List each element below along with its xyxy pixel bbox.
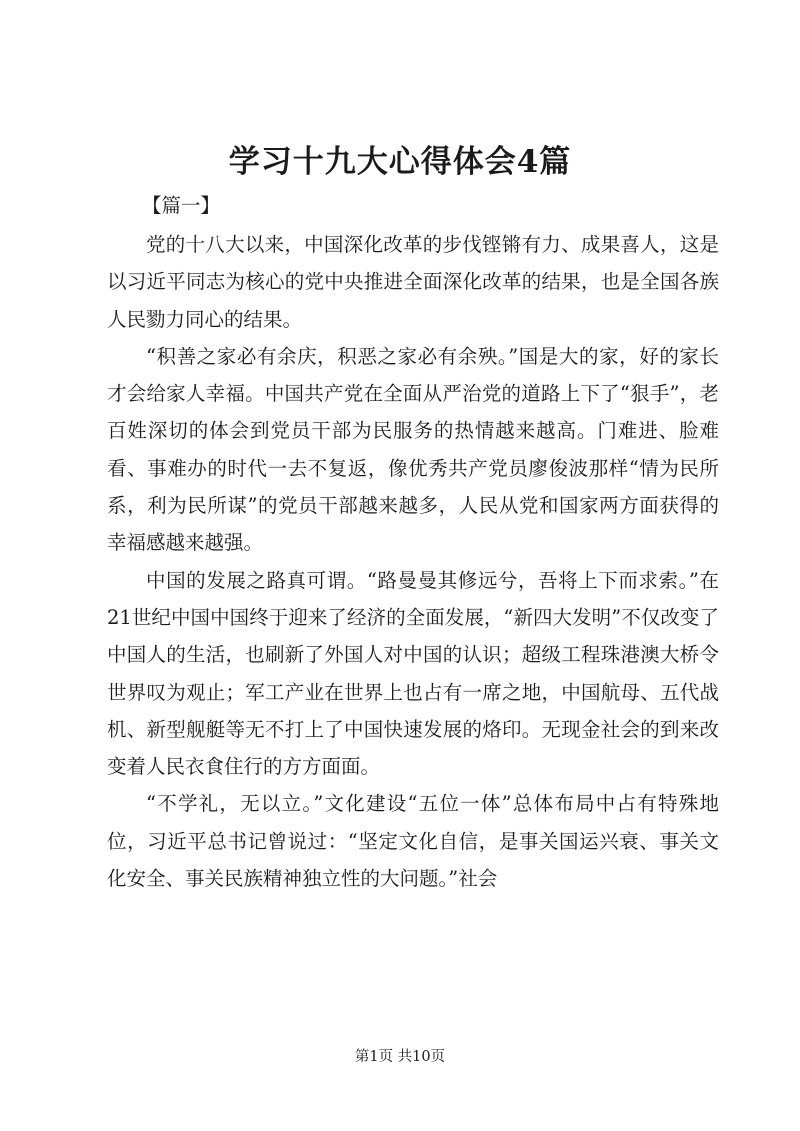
paragraph-2: “积善之家必有余庆，积恶之家必有余殃。”国是大的家，好的家长才会给家人幸福。中国共产党在全面从严治党的道路上下了“狠手”，老百姓深切的体会到党员干部为民服务的热情越来越高。门难进、脸难看、事难办的时代一去不复返，像优秀共产党员廖俊波那样“情为民所系，利为民所谋”的党员干部越来越多，人民从党和国家两方面获得的幸福感越来越强。 <box>107 344 719 555</box>
document-title: 学习十九大心得体会4篇 <box>228 144 572 180</box>
page-footer: 第1页 共10页 <box>354 1049 446 1065</box>
section-label: 【篇一】 <box>142 194 221 217</box>
paragraph-4: “不学礼，无以立。”文化建设“五位一体”总体布局中占有特殊地位，习近平总书记曾说过：“坚定文化自信，是事关国运兴衰、事关文化安全、事关民族精神独立性的大问题。”社会 <box>107 792 719 891</box>
document-body <box>107 226 719 897</box>
paragraph-1: 党的十八大以来，中国深化改革的步伐铿锵有力、成果喜人，这是以习近平同志为核心的党中央推进全面深化改革的结果，也是全国各族人民勠力同心的结果。 <box>107 233 719 331</box>
paragraph-3: 中国的发展之路真可谓。“路曼曼其修远兮，吾将上下而求索。”在21世纪中国中国终于迎来了经济的全面发展，“新四大发明”不仅改变了中国人的生活，也刷新了外国人对中国的认识；超级工程珠港澳大桥令世界叹为观止；军工产业在世界上也占有一席之地，中国航母、五代战机、新型舰艇等无不打上了中国快速发展的烙印。无现金社会的到来改变着人民衣食住行的方方面面。 <box>107 568 719 779</box>
